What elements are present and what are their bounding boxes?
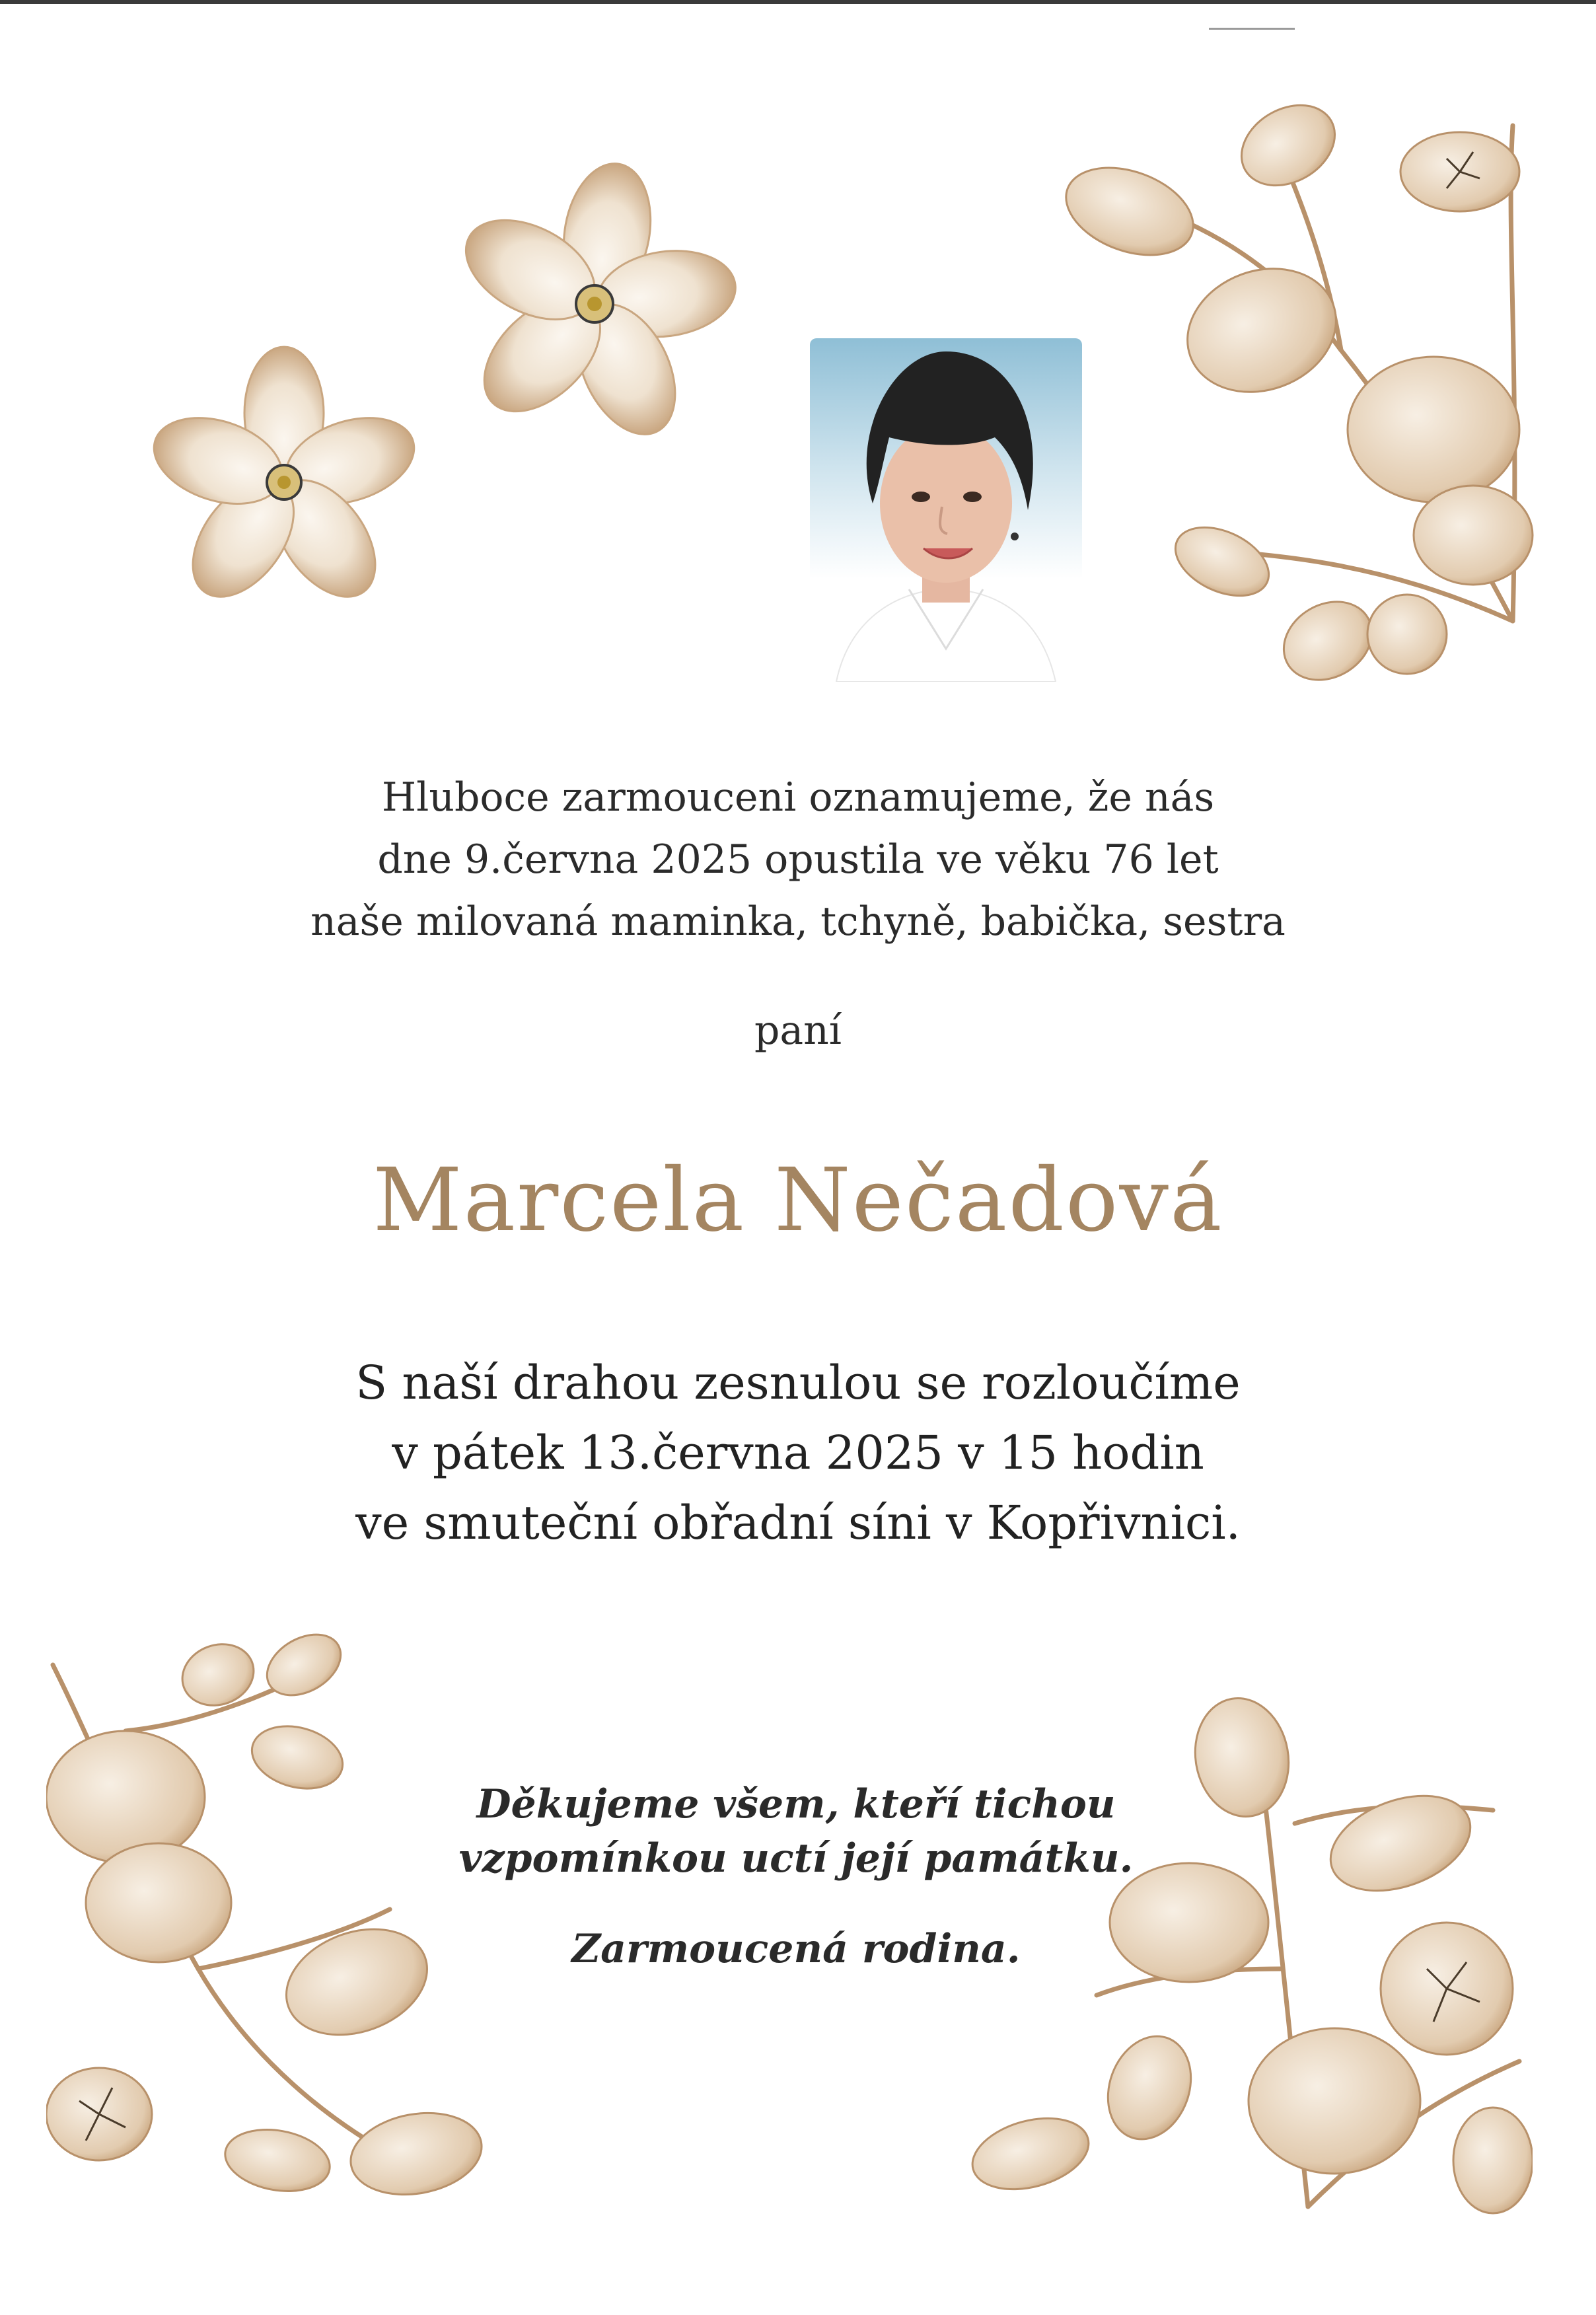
leaf-icon — [964, 2106, 1097, 2201]
thanks-line-1: Děkujeme všem, kteří tichou — [476, 1781, 1116, 1827]
scan-mark — [1209, 28, 1295, 30]
leaf-branch-decoration-bottom-left — [46, 1625, 495, 2207]
leaf-branch-decoration-top-right — [1050, 99, 1539, 714]
leaf-icon — [1317, 1778, 1483, 1908]
leaf-icon — [1453, 2108, 1533, 2213]
funeral-details — [0, 1348, 1596, 1558]
deceased-name: Marcela Nečadová — [373, 1150, 1223, 1251]
leaf-icon — [1348, 357, 1519, 502]
leaf-icon — [86, 1843, 231, 1962]
funeral-line-3: ve smuteční obřadní síni v Kopřivnici. — [355, 1496, 1241, 1550]
leaf-icon — [1249, 2028, 1420, 2174]
leaf-icon — [46, 1731, 205, 1863]
intro-line-1: Hluboce zarmouceni oznamujeme, že nás — [381, 774, 1215, 821]
intro-line-3: naše milovaná maminka, tchyně, babička, sestra — [310, 899, 1286, 945]
leaf-icon — [245, 1716, 350, 1798]
leaf-icon — [1186, 1691, 1297, 1824]
leaf-icon — [1367, 595, 1447, 674]
flower-icon — [449, 157, 741, 450]
scan-top-edge — [0, 0, 1596, 4]
leaf-icon — [1414, 486, 1533, 585]
leaf-icon — [220, 2122, 334, 2199]
thanks-text — [396, 1777, 1196, 1886]
leaf-icon — [344, 2104, 488, 2205]
portrait-photo — [810, 338, 1082, 682]
leaf-icon — [174, 1635, 262, 1715]
funeral-line-1: S naší drahou zesnulou se rozloučíme — [355, 1356, 1241, 1410]
leaf-icon — [1094, 2024, 1204, 2150]
flower-icon — [143, 347, 425, 614]
flower-decoration-top-left — [132, 152, 780, 614]
funeral-line-2: v pátek 13.června 2025 v 15 hodin — [392, 1426, 1204, 1480]
intro-line-2: dne 9.června 2025 opustila ve věku 76 let — [377, 836, 1219, 883]
leaf-icon — [256, 1625, 351, 1708]
leaf-icon — [1227, 99, 1350, 202]
leaf-icon — [1054, 151, 1206, 271]
family-signature: Zarmoucená rodina. — [571, 1926, 1021, 1972]
thanks-line-2: vzpomínkou uctí její památku. — [458, 1835, 1134, 1882]
announcement-text — [0, 766, 1596, 953]
honorific: paní — [754, 1008, 842, 1054]
leaf-icon — [1165, 514, 1280, 610]
